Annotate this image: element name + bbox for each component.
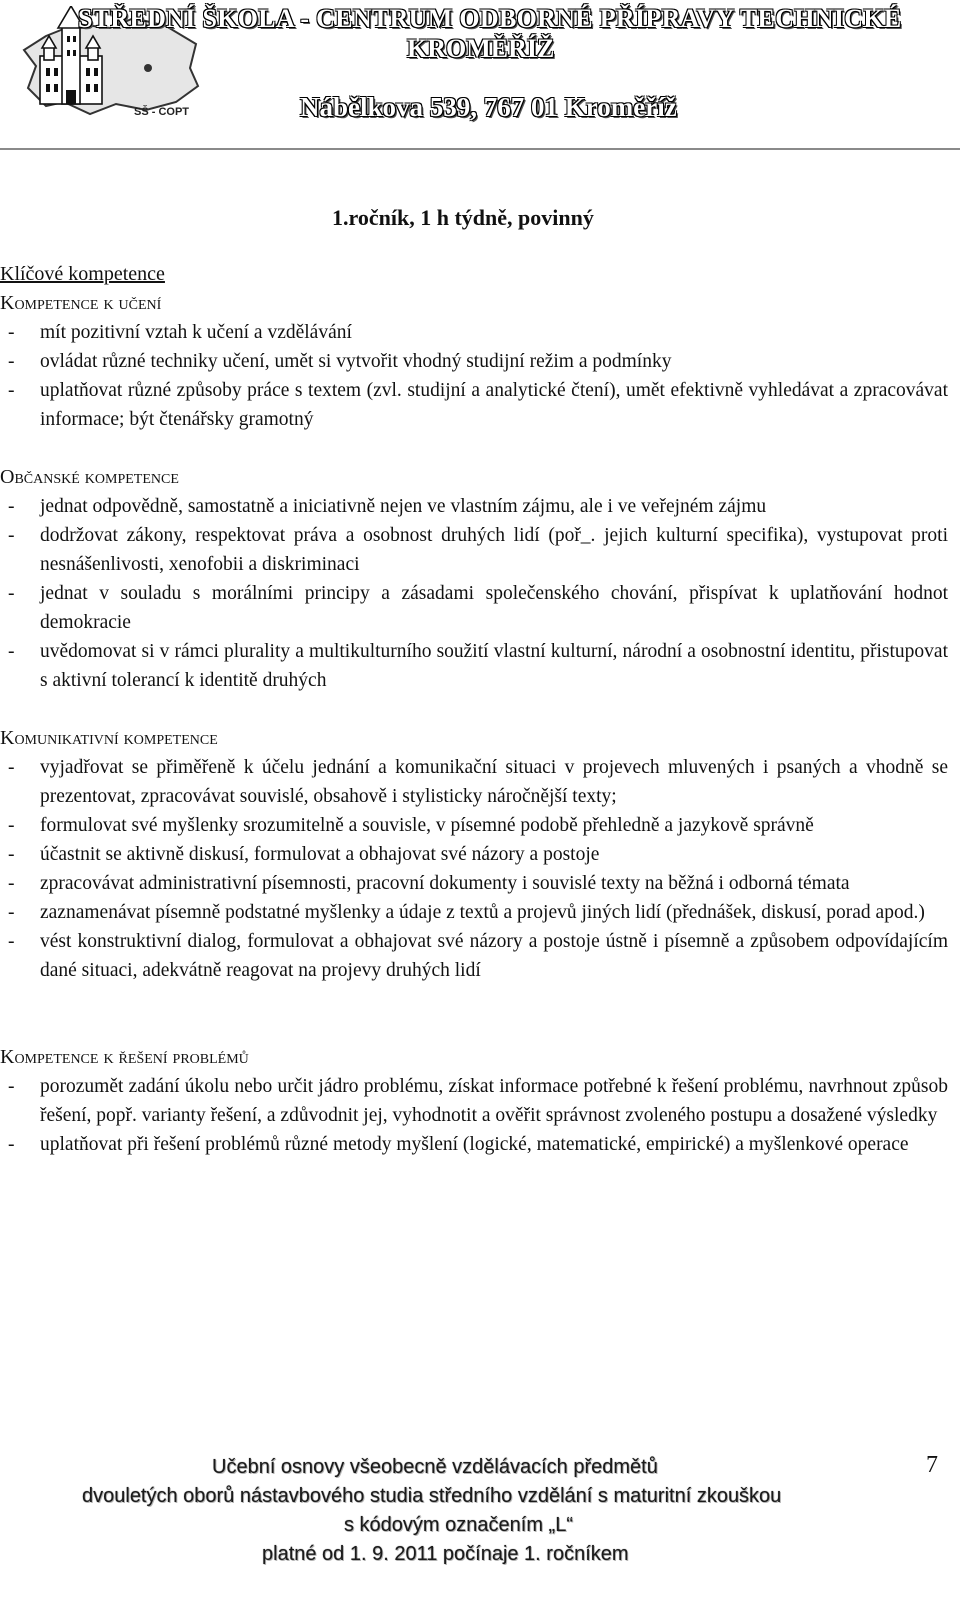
list-dash: -	[8, 380, 15, 401]
list-item	[0, 521, 948, 579]
list-item	[0, 898, 948, 927]
section-heading-problem-solving: Kompetence k řešení problémů	[0, 1046, 249, 1068]
list-dash: -	[8, 525, 15, 546]
list-dash: -	[8, 496, 15, 517]
section-heading-learning: Kompetence k učení	[0, 292, 162, 314]
list-item-text: vést konstruktivní dialog, formulovat a obhajovat své názory a postoje ústně i písemně a způsobem odpovídajícím dané situaci, adekvátně reagovat na projevy druhých lidí	[40, 931, 948, 981]
list-item-text: mít pozitivní vztah k učení a vzdělávání	[40, 322, 352, 343]
list-item-text: jednat v souladu s morálními principy a zásadami společenského chování, přispívat k uplatňování hodnot demokracie	[40, 583, 948, 633]
list-item-text: ovládat různé techniky učení, umět si vytvořit vhodný studijní režim a podmínky	[40, 351, 672, 372]
logo-caption: SŠ - COPT	[134, 106, 190, 118]
school-town: KROMĚŘÍŽ	[407, 34, 555, 63]
list-item-text: formulovat své myšlenky srozumitelně a souvisle, v písemné podobě přehledně a jazykově správně	[40, 815, 814, 836]
list-item	[0, 347, 948, 376]
list-item-text: zaznamenávat písemně podstatné myšlenky a údaje z textů a projevů jiných lidí (přednášek, diskusí, porad apod.)	[40, 902, 925, 923]
list-item-text: uplatňovat různé způsoby práce s textem (zvl. studijní a analytické čtení), umět efektivně vyhledávat a zpracovávat informace; být čtenářsky gramotný	[40, 380, 948, 430]
list-item	[0, 318, 948, 347]
list-item-text: uvědomovat si v rámci plurality a multikulturního soužití vlastní kulturní, národní a osobnostní identitu, přistupovat s aktivní tolerancí k identitě druhých	[40, 641, 948, 691]
list-dash: -	[8, 902, 15, 923]
footer-line: s kódovým označením „L“	[344, 1514, 573, 1536]
page-number: 7	[926, 1452, 938, 1478]
list-dash: -	[8, 351, 15, 372]
list-item-text: uplatňovat při řešení problémů různé metody myšlení (logické, matematické, empirické) a myšlenkové operace	[40, 1134, 909, 1155]
list-item	[0, 869, 948, 898]
list-item-text: dodržovat zákony, respektovat práva a osobnost druhých lidí (poř_. jejich kulturní specifika), vystupovat proti nesnášenlivosti, xenofobii a diskriminaci	[40, 525, 948, 575]
school-name: STŘEDNÍ ŠKOLA - CENTRUM ODBORNÉ PŘÍPRAVY TECHNICKÉ	[78, 4, 902, 33]
header-divider	[0, 148, 960, 150]
list-dash: -	[8, 322, 15, 343]
list-item-text: zpracovávat administrativní písemnosti, pracovní dokumenty i souvislé texty na běžná i odborná témata	[40, 873, 850, 894]
list-item-text: vyjadřovat se přiměřeně k účelu jednání a komunikační situaci v projevech mluvených i psaných a vhodně se prezentovat, zpracovávat souvislé, obsahově i stylisticky náročnější texty;	[40, 757, 948, 807]
list-dash: -	[8, 931, 15, 952]
key-competences-heading: Klíčové kompetence	[0, 263, 165, 285]
list-dash: -	[8, 1076, 15, 1097]
section-heading-communication: Komunikativní kompetence	[0, 727, 218, 749]
footer-line: dvouletých oborů nástavbového studia středního vzdělání s maturitní zkouškou	[82, 1485, 782, 1507]
list-item-text: účastnit se aktivně diskusí, formulovat a obhajovat své názory a postoje	[40, 844, 600, 865]
page-footer	[0, 1452, 960, 1592]
list-item	[0, 840, 948, 869]
footer-line: platné od 1. 9. 2011 počínaje 1. ročníkem	[262, 1543, 629, 1565]
list-item	[0, 579, 948, 637]
list-item	[0, 811, 948, 840]
list-item	[0, 1072, 948, 1130]
list-item	[0, 637, 948, 695]
school-address: Nábělkova 539, 767 01 Kroměříž	[300, 92, 677, 122]
list-item	[0, 753, 948, 811]
list-item	[0, 492, 948, 521]
list-item	[0, 376, 948, 434]
list-dash: -	[8, 844, 15, 865]
subject-info-line: 1.ročník, 1 h týdně, povinný	[332, 205, 594, 230]
section-heading-civic: Občanské kompetence	[0, 466, 179, 488]
page-header	[0, 0, 960, 152]
list-dash: -	[8, 641, 15, 662]
list-item-text: porozumět zadání úkolu nebo určit jádro problému, získat informace potřebné k řešení problému, navrhnout způsob řešení, popř. varianty řešení, a zdůvodnit jej, vyhodnotit a ověřit správnost zvoleného postupu a dosažené výsledky	[40, 1076, 948, 1126]
list-dash: -	[8, 815, 15, 836]
list-item-text: jednat odpovědně, samostatně a iniciativně nejen ve vlastním zájmu, ale i ve veřejném zájmu	[40, 496, 767, 517]
list-item	[0, 927, 948, 985]
list-dash: -	[8, 583, 15, 604]
list-dash: -	[8, 1134, 15, 1155]
list-dash: -	[8, 757, 15, 778]
list-dash: -	[8, 873, 15, 894]
list-item	[0, 1130, 948, 1159]
footer-line: Učební osnovy všeobecně vzdělávacích předmětů	[212, 1456, 658, 1478]
document-body	[0, 260, 948, 1159]
